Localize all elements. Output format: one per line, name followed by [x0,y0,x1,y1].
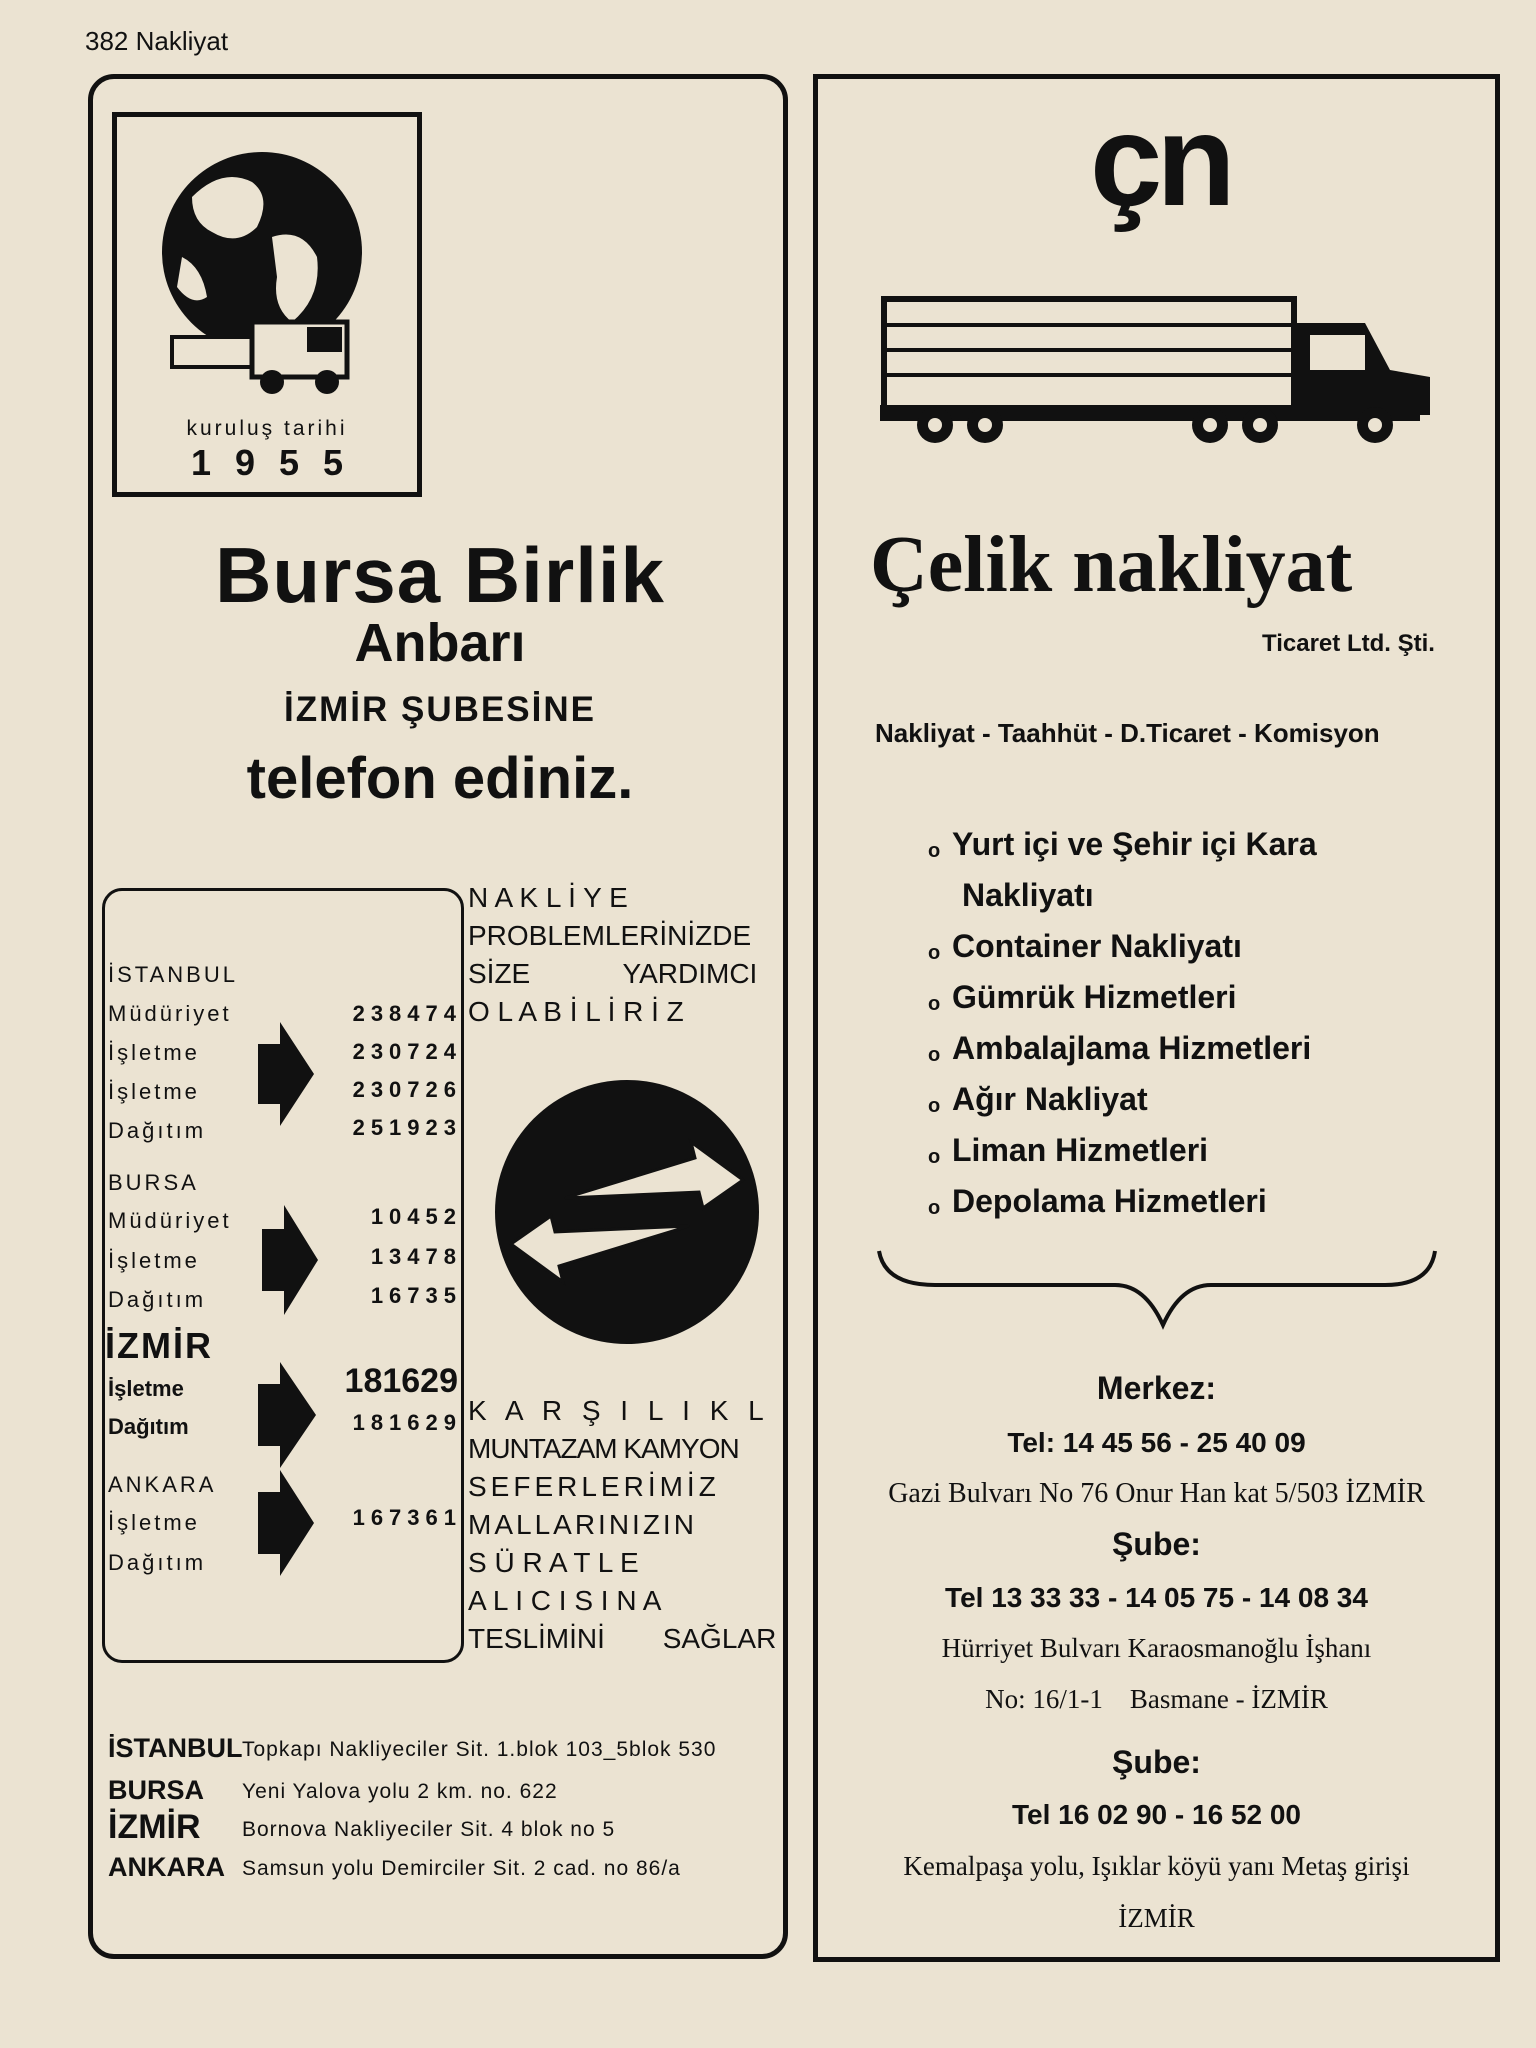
phone-number: 181629 [352,1410,462,1435]
slogan-line: S Ü R A T L E [468,1547,639,1578]
bullet-icon: o [928,1095,941,1117]
slogan-line: TESLİMİNİ SAĞLAR [468,1623,777,1654]
address-text: Bornova Nakliyeciler Sit. 4 blok no 5 [242,1818,616,1841]
slogan-line: MALLARINIZIN [468,1509,697,1540]
phone-number: 16735 [370,1283,462,1308]
phone-number: 13478 [370,1244,462,1269]
sube1-label: Şube: [1112,1526,1201,1562]
service-item: Ambalajlama Hizmetleri [952,1030,1312,1066]
truck-icon [880,295,1435,445]
address-text: Topkapı Nakliyeciler Sit. 1.blok 103_5blok 530 [242,1738,717,1761]
slogan-line: SİZE YARDIMCI [468,958,758,989]
sube2-address: Kemalpaşa yolu, Işıklar köyü yanı Metaş girişi [903,1851,1410,1881]
row-label: İşletme [108,1376,184,1401]
brace-divider-icon [875,1245,1440,1330]
service-item: Yurt içi ve Şehir içi Kara [952,826,1317,862]
sube1-address: Hürriyet Bulvarı Karaosmanoğlu İşhanı [941,1633,1372,1663]
row-label: İşletme [108,1040,200,1065]
city-bursa: BURSA [108,1170,199,1195]
row-label: Dağıtım [108,1287,207,1312]
phone-number: 10452 [370,1204,462,1229]
address-city: İSTANBUL [108,1733,243,1763]
founded-year: 1955 [190,442,368,483]
service-item: Container Nakliyatı [952,928,1242,964]
founded-label: kuruluş tarihi [186,417,348,440]
services-line: Nakliyat - Taahhüt - D.Ticaret - Komisyon [875,718,1380,748]
row-label: İşletme [108,1079,200,1104]
call-to-action: telefon ediniz. [246,746,634,811]
slogan-line: O L A B İ L İ R İ Z [468,996,684,1027]
service-item: Liman Hizmetleri [952,1132,1209,1168]
row-label: İşletme [108,1248,200,1273]
bursa-birlik-logo [112,112,422,497]
sube2-address: İZMİR [1118,1903,1195,1933]
city-istanbul: İSTANBUL [108,962,238,987]
row-label: Dağıtım [108,1550,207,1575]
bursa-birlik-title: Bursa Birlik [215,531,665,619]
slogan-line: N A K L İ Y E [468,882,628,913]
izmir-branch-line: İZMİR ŞUBESİNE [284,690,596,729]
sube1-tel: Tel 13 33 33 - 14 05 75 - 14 08 34 [945,1582,1368,1613]
phone-number: 238474 [352,1001,462,1026]
phone-number: 230726 [352,1077,462,1102]
city-izmir: İZMİR [105,1325,213,1366]
address-text: Yeni Yalova yolu 2 km. no. 622 [242,1780,558,1803]
celik-title: Çelik nakliyat [870,521,1353,609]
globe-truck-icon [152,137,382,427]
row-label: Dağıtım [108,1118,207,1143]
two-way-arrows-logo-icon [495,1080,760,1345]
sube1-address: No: 16/1-1 Basmane - İZMİR [985,1684,1328,1714]
bullet-icon: o [928,1044,941,1066]
page-header: 382 Nakliyat [85,26,229,56]
service-item: Depolama Hizmetleri [952,1183,1267,1219]
address-text: Samsun yolu Demirciler Sit. 2 cad. no 86/a [242,1857,681,1880]
slogan-line: K A R Ş I L I K L I [468,1395,797,1426]
service-item: Ağır Nakliyat [952,1081,1148,1117]
row-label: İşletme [108,1510,200,1535]
arrow-right-icon [258,1470,314,1576]
address-city: BURSA [108,1775,205,1805]
service-item: Gümrük Hizmetleri [952,979,1237,1015]
address-city: İZMİR [108,1808,201,1846]
phone-number: 251923 [352,1115,462,1140]
city-ankara: ANKARA [108,1472,217,1497]
sube2-tel: Tel 16 02 90 - 16 52 00 [1011,1799,1302,1830]
row-label: Dağıtım [108,1414,189,1439]
address-city: ANKARA [108,1852,225,1882]
slogan-line: SEFERLERİMİZ [468,1471,720,1502]
merkez-tel: Tel: 14 45 56 - 25 40 09 [1007,1427,1306,1458]
merkez-address: Gazi Bulvarı No 76 Onur Han kat 5/503 İZMİR [888,1478,1425,1509]
bullet-icon: o [928,1146,941,1168]
row-label: Müdüriyet [108,1208,232,1233]
sube2-label: Şube: [1112,1744,1201,1780]
phone-number: 167361 [352,1505,462,1530]
bursa-birlik-subtitle: Anbarı [354,613,526,673]
arrow-right-icon [258,1362,316,1468]
row-label: Müdüriyet [108,1001,232,1026]
arrow-right-icon [258,1022,314,1126]
bullet-icon: o [928,1197,941,1219]
slogan-line: PROBLEMLERİNİZDE [468,920,752,951]
merkez-label: Merkez: [1096,1370,1217,1406]
bullet-icon: o [928,942,941,964]
phone-number: 230724 [352,1039,462,1064]
bullet-icon: o [928,993,941,1015]
celik-logo: çn [1090,87,1230,233]
service-item: Nakliyatı [962,877,1094,913]
phone-number: 181629 [344,1362,458,1400]
slogan-line: MUNTAZAM KAMYON [468,1433,739,1464]
slogan-line: A L I C I S I N A [468,1585,662,1616]
bullet-icon: o [928,840,941,862]
arrow-right-icon [262,1205,318,1315]
celik-subtitle: Ticaret Ltd. Şti. [1262,630,1435,657]
